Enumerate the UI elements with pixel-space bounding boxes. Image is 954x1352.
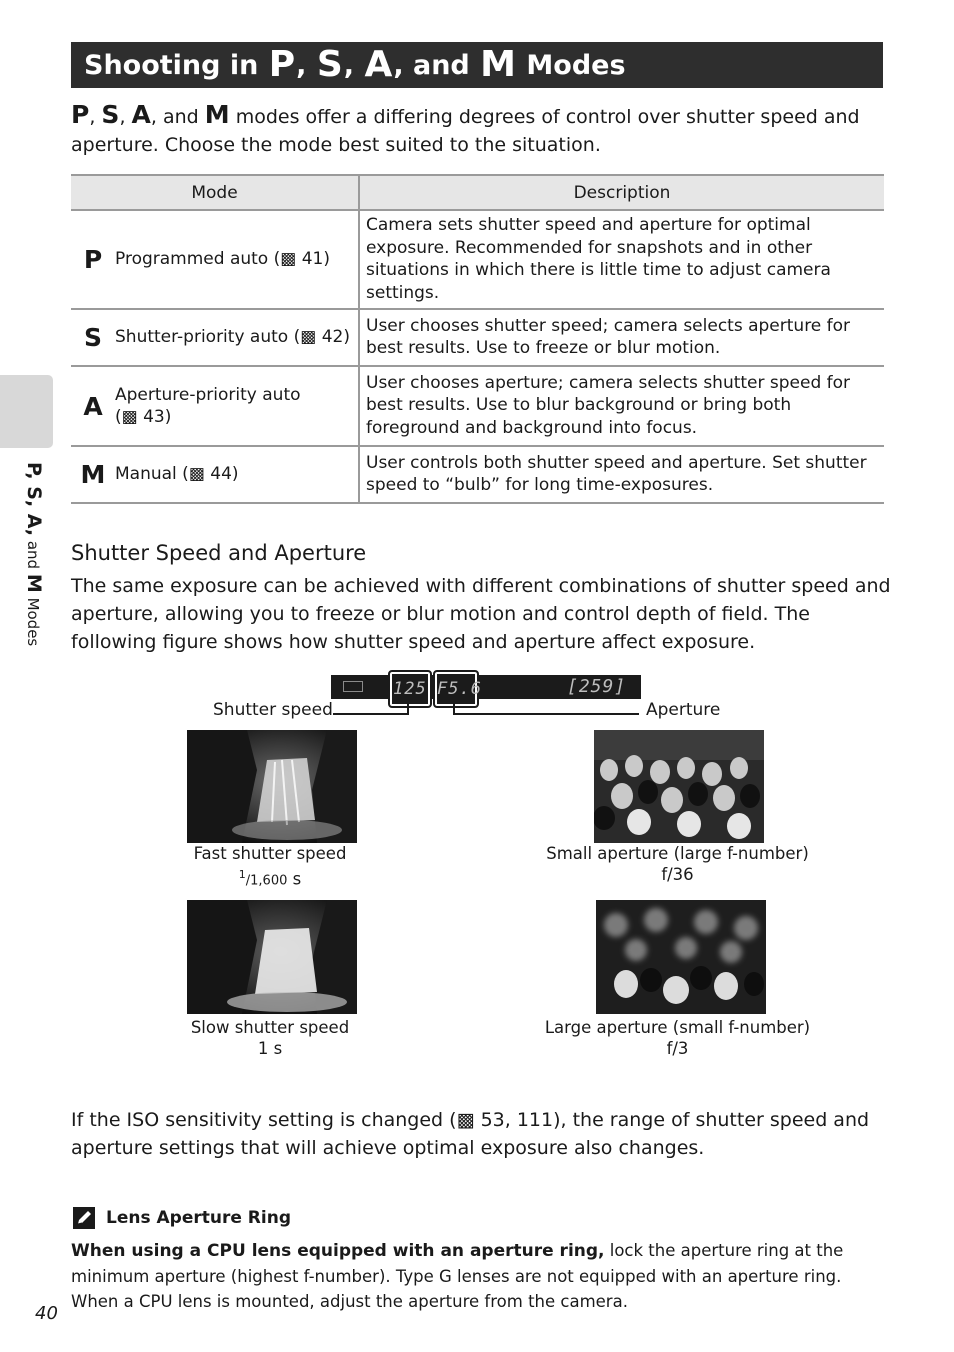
mode-label [115, 326, 358, 349]
lcd-aperture-value: F5.6 [437, 679, 482, 699]
fast-shutter-value [170, 864, 370, 892]
callout-lines [330, 700, 650, 720]
mode-label-text: Manual ( [115, 464, 189, 485]
title-letter-s: S [316, 43, 343, 85]
section-body: The same exposure can be achieved with different combinations of shutter speed and aperture, allowing you to freeze or blur motion and control depth of field. The following figure shows how shutter speed and aperture affect exposure. [71, 575, 891, 653]
large-aperture-value: f/3 [666, 1039, 689, 1058]
mode-label-text: Shutter-priority auto ( [115, 327, 301, 348]
intro-letter-m: M [204, 100, 230, 129]
mode-description: Camera sets shutter speed and aperture for optimal exposure. Recommended for snapshots and in other situations in which there is little time to adjust camera settings. [359, 210, 884, 309]
mode-letter: P [83, 245, 103, 274]
mode-label [115, 384, 358, 429]
table-header-row [71, 175, 884, 210]
aperture-label: Aperture [646, 700, 721, 720]
intro-paragraph: P, S, A, and M modes offer a differing degrees of control over shutter speed and aperture. Choose the mode best suited to the situation. [71, 100, 860, 156]
page-title: Shooting in P , S , A , and M Modes [71, 42, 883, 88]
section-heading: Shutter Speed and Aperture [71, 541, 367, 565]
page-number: 40 [35, 1303, 58, 1324]
iso-note [71, 1106, 891, 1162]
page-ref-icon: ▩ [188, 464, 205, 485]
mode-description: User chooses aperture; camera selects shutter speed for best results. Use to blur background or bring both foreground and background into focus. [359, 366, 884, 446]
fast-value-num: 1 [238, 868, 246, 881]
intro-letter-a: A [131, 100, 151, 129]
table-row [71, 210, 884, 309]
mode-cell [71, 309, 359, 366]
mode-letter: M [80, 460, 106, 489]
fast-shutter-title: Fast shutter speed [193, 844, 347, 863]
tulips-small-aperture-photo [594, 730, 764, 843]
mode-letter: S [83, 323, 102, 352]
title-letter-p: P [268, 43, 296, 85]
title-suffix: Modes [526, 49, 626, 81]
small-aperture-caption [540, 843, 815, 885]
aperture-callout-line [454, 703, 639, 714]
side-label-letters: P, S, A, [23, 462, 45, 537]
header-mode: Mode [71, 175, 359, 210]
battery-icon [343, 681, 363, 692]
side-label-modes: Modes [24, 597, 42, 647]
waterfall-fast-photo [187, 730, 357, 843]
lcd-frame-count: [259] [567, 676, 627, 697]
header-description: Description [359, 175, 884, 210]
mode-table [71, 174, 884, 504]
slow-shutter-caption [170, 1017, 370, 1059]
mode-label-close: ) [343, 327, 350, 348]
mode-cell [71, 446, 359, 503]
mode-letter: A [83, 391, 103, 421]
iso-note-after: 53, 111), the range of shutter speed and aperture settings that will achieve optimal exposure also changes. [71, 1109, 870, 1159]
title-letter-a: A [364, 43, 393, 85]
lcd-panel [331, 675, 641, 699]
note-bold-lead: When using a CPU lens equipped with an aperture ring, [71, 1241, 605, 1261]
intro-line2: aperture. Choose the mode best suited to the situation. [71, 134, 601, 156]
side-label-text [23, 462, 45, 646]
mode-description: User chooses shutter speed; camera selects aperture for best results. Use to freeze or blur motion. [359, 309, 884, 366]
mode-label-close: ) [231, 464, 239, 485]
shutter-speed-label: Shutter speed [213, 700, 333, 720]
mode-label-close: ) [323, 249, 330, 270]
page-ref: 42 [321, 327, 344, 348]
large-aperture-caption [540, 1017, 815, 1059]
page-ref: 41 [301, 249, 324, 270]
intro-letter-s: S [101, 100, 120, 129]
iso-note-before: If the ISO sensitivity setting is changed ( [71, 1109, 457, 1131]
mode-label [115, 463, 358, 486]
mode-label-text: Aperture-priority auto ( [115, 384, 301, 427]
shutter-callout-line [333, 703, 408, 714]
mode-cell [71, 210, 359, 309]
intro-letter-p: P [71, 100, 90, 129]
side-section-label [17, 462, 57, 682]
large-aperture-title: Large aperture (small f-number) [544, 1018, 811, 1037]
small-aperture-title: Small aperture (large f-number) [546, 844, 809, 863]
table-row [71, 309, 884, 366]
mode-cell [71, 366, 359, 446]
fast-value-unit: s [292, 869, 302, 889]
note-body-text: lock the aperture ring at the minimum aperture (highest f-number). Type G lenses are not equipped with an aperture ring. When a CPU lens is mounted, adjust the aperture from the camera. [71, 1241, 844, 1311]
page-ref-icon: ▩ [300, 327, 317, 348]
tulips-large-aperture-photo [596, 900, 766, 1014]
note-body [71, 1238, 891, 1314]
title-letter-m: M [480, 43, 516, 85]
table-row [71, 366, 884, 446]
intro-and: and [162, 106, 199, 128]
small-aperture-value: f/36 [661, 865, 694, 884]
fast-value-den: /1,600 [245, 873, 288, 889]
mode-label [115, 248, 358, 271]
title-prefix: Shooting in [84, 49, 259, 81]
title-and: and [412, 49, 470, 81]
slow-shutter-title: Slow shutter speed [190, 1018, 350, 1037]
side-tab [0, 375, 53, 448]
mode-label-text: Programmed auto ( [115, 249, 281, 270]
slow-shutter-value: 1 s [257, 1039, 283, 1058]
side-label-m: M [23, 573, 45, 593]
page-ref-icon: ▩ [456, 1109, 475, 1131]
side-label-and: and [24, 540, 42, 570]
pencil-icon [73, 1207, 95, 1229]
lcd-shutter-value: 125 [393, 679, 427, 699]
fast-shutter-caption [170, 843, 370, 892]
waterfall-slow-photo [187, 900, 357, 1014]
table-row [71, 446, 884, 503]
page-ref-icon: ▩ [121, 407, 138, 427]
mode-label-close: ) [164, 407, 172, 427]
page-ref-icon: ▩ [280, 249, 297, 270]
page-ref: 43 [143, 407, 165, 427]
page-ref: 44 [210, 464, 232, 485]
note-title: Lens Aperture Ring [106, 1208, 291, 1228]
intro-line1: modes offer a differing degrees of control over shutter speed and [235, 106, 860, 128]
mode-description: User controls both shutter speed and aperture. Set shutter speed to “bulb” for long time-exposures. [359, 446, 884, 503]
